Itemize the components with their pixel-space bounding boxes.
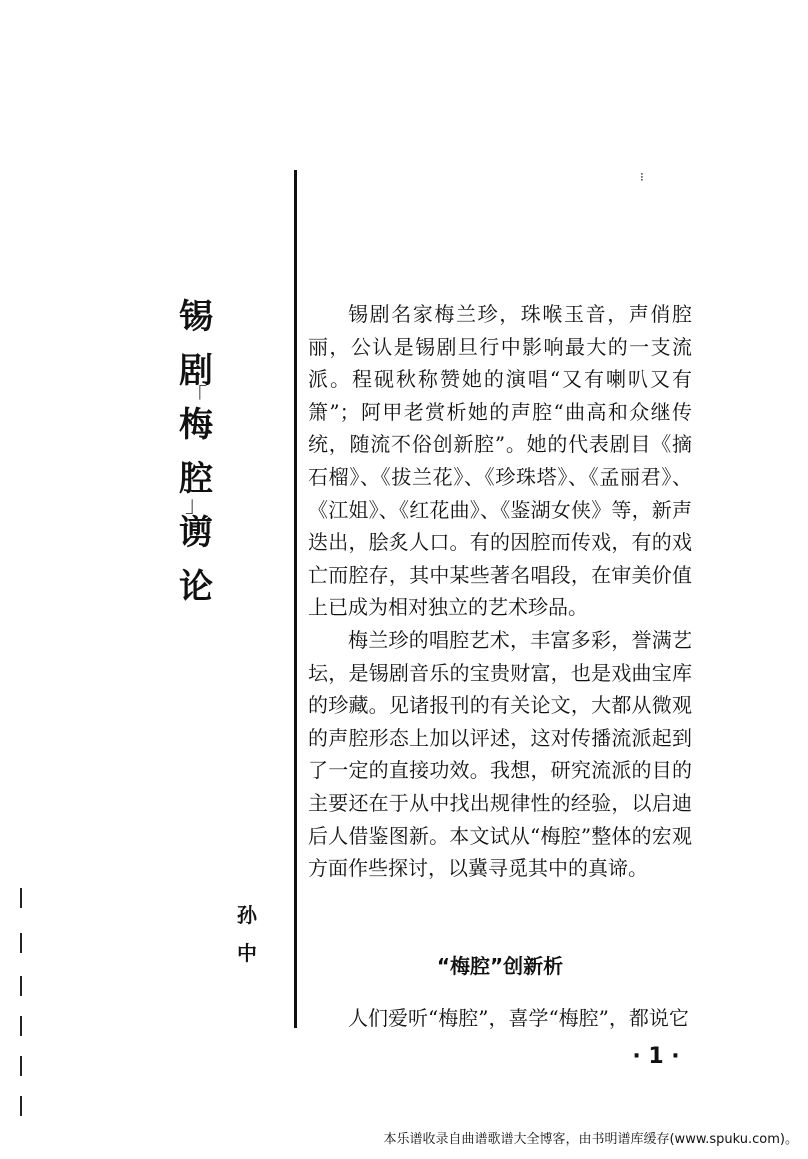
author-char: 中 [237, 941, 257, 965]
article-title [168, 297, 224, 607]
title-char: 论 [179, 567, 213, 607]
author-name [232, 896, 262, 972]
paragraph: 梅兰珍的唱腔艺术，丰富多彩，誉满艺坛，是锡剧音乐的宝贵财富，也是戏曲宝库的珍藏。见诸报刊的有关论文，大都从微观的声腔形态上加以评述，这对传播流派起到了一定的直接功效。我想，研究流派的目的主要还在于从中找出规律性的经验，以启迪后人借鉴图新。本文试从“梅腔”整体的宏观方面作些探讨，以冀寻觅其中的真谛。 [308, 627, 692, 881]
vertical-divider [294, 170, 297, 1028]
source-footer: 本乐谱收录自曲谱歌谱大全博客，由书明谱库缓存(www.spuku.com)。 [383, 1132, 798, 1147]
article-body [308, 298, 692, 885]
paragraph: 人们爱听“梅腔”，喜学“梅腔”，都说它 [348, 1006, 689, 1030]
title-bracket-open: 「 [184, 385, 207, 410]
title-char: 谫 [179, 513, 213, 553]
page-number: · 1 · [632, 1044, 680, 1069]
title-char: 梅 [179, 405, 213, 445]
title-char: 锡 [179, 297, 213, 337]
title-char: 腔 [179, 459, 213, 499]
article-body-continued [308, 1002, 692, 1034]
title-bracket-close: 」 [184, 493, 207, 518]
section-heading: “梅腔”创新析 [436, 954, 564, 978]
scan-mark: ⁝ [640, 170, 644, 184]
author-char: 孙 [237, 903, 257, 927]
margin-marks [20, 888, 24, 1128]
title-char: 剧 [179, 351, 213, 391]
paragraph: 锡剧名家梅兰珍，珠喉玉音，声俏腔丽，公认是锡剧旦行中影响最大的一支流派。程砚秋称赞她的演唱“又有喇叭又有箫”；阿甲老赏析她的声腔“曲高和众继传统，随流不俗创新腔”。她的代表剧目《摘石榴》、《拔兰花》、《珍珠塔》、《孟丽君》、《江姐》、《红花曲》、《鉴湖女侠》等，新声迭出，脍炙人口。有的因腔而传戏，有的戏亡而腔存，其中某些著名唱段，在审美价值上已成为相对独立的艺术珍品。 [308, 302, 692, 620]
